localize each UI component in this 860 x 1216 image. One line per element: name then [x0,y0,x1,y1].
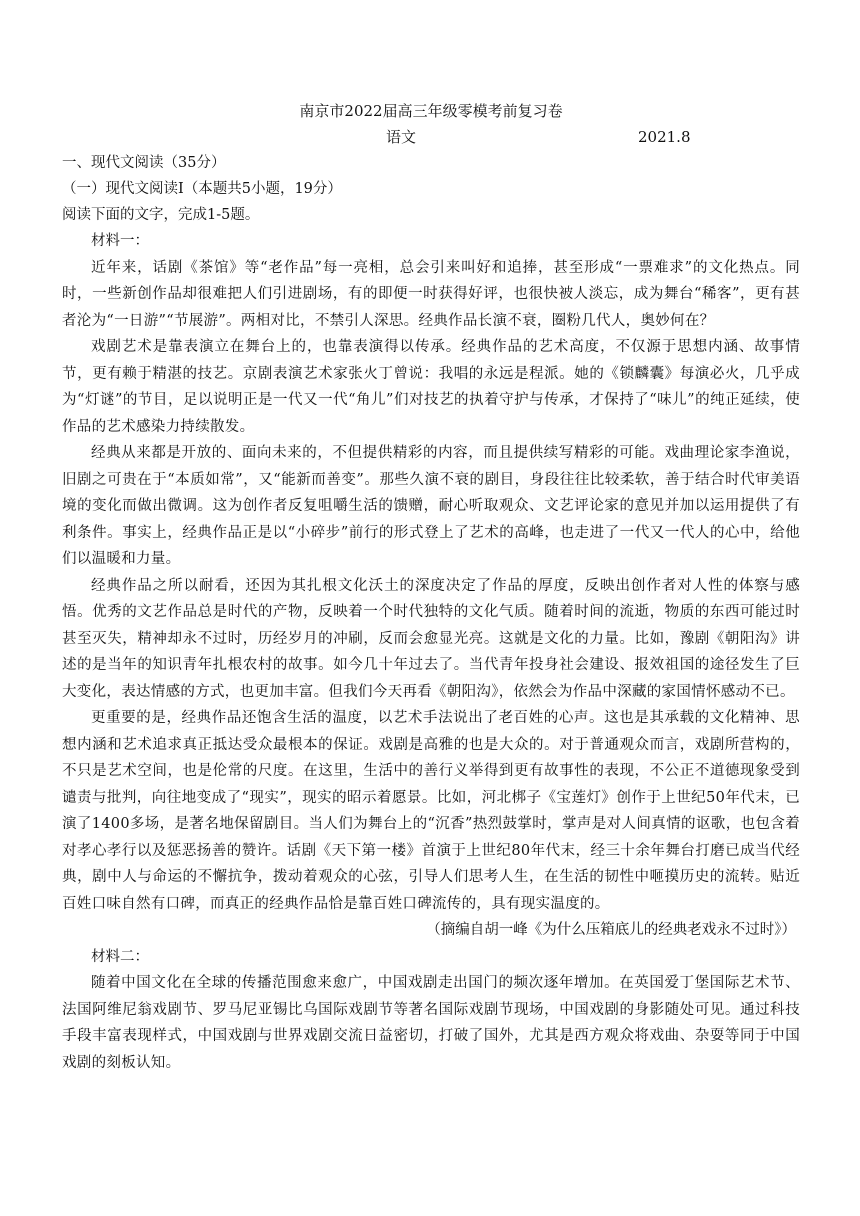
exam-title: 南京市2022届高三年级零模考前复习卷 [299,102,563,120]
material-1-source: （摘编自胡一峰《为什么压箱底儿的经典老戏永不过时》） [426,922,796,938]
subject-label: 语文 [386,128,417,146]
material-1-paragraph-5: 更重要的是，经典作品还饱含生活的温度，以艺术手法说出了老百姓的心声。这也是其承载的文化精神、思想内涵和艺术追求真正抵达受众最根本的保证。戏剧是高雅的也是大众的。对于普通观众而言，戏剧所营构的，不只是艺术空间，也是伦常的尺度。在这里，生活中的善行义举得到更有故事性的表现，不公正不道德现象受到谴责与批判，向往地变成了“现实”，现实的昭示着愿景。比如，河北梆子《宝莲灯》创作于上世纪50年代末，已演了1400多场，是著名地保留剧目。当人们为舞台上的“沉香”热烈鼓掌时，掌声是对人间真情的讴歌，也包含着对孝心孝行以及惩恶扬善的赞许。话剧《天下第一楼》首演于上世纪80年代末，经三十余年舞台打磨已成当代经典，剧中人与命运的不懈抗争，拨动着观众的心弦，引导人们思考人生，在生活的韧性中咂摸历史的流转。贴近百姓口味自然有口碑，而真正的经典作品恰是靠百姓口碑流传的，具有现实温度的。 [62,710,800,912]
material-1-paragraph-2: 戏剧艺术是靠表演立在舞台上的，也靠表演得以传承。经典作品的艺术高度，不仅源于思想内涵、故事情节，更有赖于精湛的技艺。京剧表演艺术家张火丁曾说：我唱的永远是程派。她的《锁麟囊》每演必火，几乎成为“灯谜”的节目，足以说明正是一代又一代“角儿”们对技艺的执着守护与传承，才保持了“味儿”的纯正延续，使作品的艺术感染力持续散发。 [62,339,800,435]
material-1-label: 材料一： [91,233,149,249]
reading-instruction: 阅读下面的文字，完成1-5题。 [62,207,260,223]
material-2-paragraph-1: 随着中国文化在全球的传播范围愈来愈广，中国戏剧走出国门的频次逐年增加。在英国爱丁堡国际艺术节、法国阿维尼翁戏剧节、罗马尼亚锡比乌国际戏剧节等著名国际戏剧节现场，中国戏剧的身影随处可见。通过科技手段丰富表现样式，中国戏剧与世界戏剧交流日益密切，打破了国外，尤其是西方观众将戏曲、杂耍等同于中国戏剧的刻板认知。 [62,975,800,1071]
subject-row [62,124,800,150]
section-heading: 一、现代文阅读（35分） [62,155,226,171]
material-2-label: 材料二： [91,948,149,965]
material-1-paragraph-1: 近年来，话剧《茶馆》等“老作品”每一亮相，总会引来叫好和追捧，甚至形成“一票难求”的文化热点。同时，一些新创作品却很难把人们引进剧场，有的即便一时获得好评，也很快被人淡忘，成为舞台“稀客”，更有甚者沦为“一日游”“节展游”。两相对比，不禁引人深思。经典作品长演不衰，圈粉几代人，奥妙何在？ [62,259,800,329]
material-1-paragraph-3: 经典从来都是开放的、面向未来的，不但提供精彩的内容，而且提供续写精彩的可能。戏曲理论家李渔说，旧剧之可贵在于“本质如常”，又“能新而善变”。那些久演不衰的剧目，身段往往比较柔软，善于结合时代审美语境的变化而做出微调。这为创作者反复咀嚼生活的馈赠，耐心听取观众、文艺评论家的意见并加以运用提供了有利条件。事实上，经典作品正是以“小碎步”前行的形式登上了艺术的高峰，也走进了一代又一代人的心中，给他们以温暖和力量。 [62,445,800,567]
sub-section-heading: （一）现代文阅读Ⅰ（本题共5小题，19分） [62,181,342,197]
exam-date: 2021.8 [638,128,691,146]
material-1-paragraph-4: 经典作品之所以耐看，还因为其扎根文化沃土的深度决定了作品的厚度，反映出创作者对人性的体察与感悟。优秀的文艺作品总是时代的产物，反映着一个时代独特的文化气质。随着时间的流逝，物质的东西可能过时甚至灭失，精神却永不过时，历经岁月的冲刷，反而会愈显光亮。这就是文化的力量。比如，豫剧《朝阳沟》讲述的是当年的知识青年扎根农村的故事。如今几十年过去了。当代青年投身社会建设、报效祖国的途径发生了巨大变化，表达情感的方式，也更加丰富。但我们今天再看《朝阳沟》，依然会为作品中深藏的家国情怀感动不已。 [62,577,800,700]
